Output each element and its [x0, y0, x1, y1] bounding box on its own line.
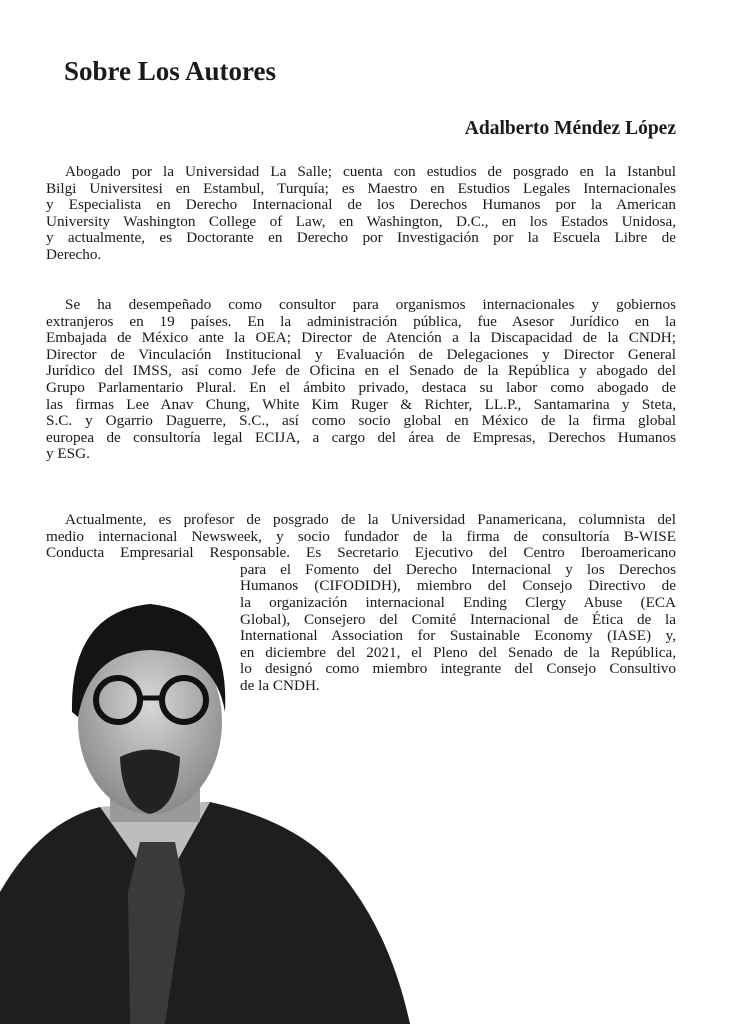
text-line: medio internacional Newsweek, y socio fundador de la firma de consultoría B-WISE: [46, 527, 676, 545]
text-line: Grupo Parlamentario Plural. En el ámbito privado, destaca su labor como abogado de: [46, 378, 676, 396]
bio-paragraph-career: [46, 297, 676, 463]
text-line: y Especialista en Derecho Internacional de los Derechos Humanos por la American: [46, 196, 676, 214]
text-line: y ESG.: [46, 445, 90, 463]
text-line: Se ha desempeñado como consultor para organismos internacionales y gobiernos: [65, 296, 676, 313]
text-line: Derecho.: [46, 245, 102, 263]
text-line: extranjeros en 19 países. En la administración pública, fue Asesor Jurídico en la: [46, 312, 676, 330]
text-line: para el Fomento del Derecho Internacional y los Derechos: [240, 560, 676, 578]
text-line: University Washington College of Law, en Washington, D.C., en los Estados Unidosa,: [46, 212, 676, 230]
text-line: y actualmente, es Doctorante en Derecho por Investigación por la Escuela Libre de: [46, 229, 676, 247]
text-line: Actualmente, es profesor de posgrado de la Universidad Panamericana, columnista del: [65, 511, 676, 528]
text-line: Humanos (CIFODIDH), miembro del Consejo Directivo de: [240, 577, 676, 595]
author-portrait-photo: [0, 592, 410, 1024]
text-line: la organización internacional Ending Clergy Abuse (ECA: [240, 593, 676, 611]
text-line: Embajada de México ante la OEA; Director de Atención a la Discapacidad de la CNDH;: [46, 329, 676, 347]
text-line: europea de consultoría legal ECIJA, a cargo del área de Empresas, Derechos Humanos: [46, 428, 676, 446]
text-line: lo designó como miembro integrante del Consejo Consultivo: [240, 660, 676, 678]
text-line: en diciembre del 2021, el Pleno del Senado de la República,: [240, 643, 676, 661]
text-line: Global), Consejero del Comité Internacional de Ética de la: [240, 610, 676, 628]
author-name: Adalberto Méndez López: [464, 118, 676, 139]
text-line: Conducta Empresarial Responsable. Es Secretario Ejecutivo del Centro Iberoamericano: [46, 544, 676, 562]
text-line: Director de Vinculación Institucional y Evaluación de Delegaciones y Director General: [46, 345, 676, 363]
bio-paragraph-education: [46, 164, 676, 264]
text-line: Jurídico del IMSS, así como Jefe de Oficina en el Senado de la República y abogado del: [46, 362, 676, 380]
text-line: Bilgi Universitesi en Estambul, Turquía; es Maestro en Estudios Legales Internacionales: [46, 179, 676, 197]
text-line: de la CNDH.: [240, 676, 320, 694]
page-title: Sobre Los Autores: [64, 56, 277, 86]
text-line: Abogado por la Universidad La Salle; cuenta con estudios de posgrado en la Istanbul: [65, 163, 676, 180]
text-line: las firmas Lee Anav Chung, White Kim Ruger & Richter, LL.P., Santamarina y Steta,: [46, 395, 676, 413]
text-line: International Association for Sustainable Economy (IASE) y,: [240, 627, 676, 645]
text-line: S.C. y Ogarrio Daguerre, S.C., así como socio global en México de la firma global: [46, 412, 676, 430]
